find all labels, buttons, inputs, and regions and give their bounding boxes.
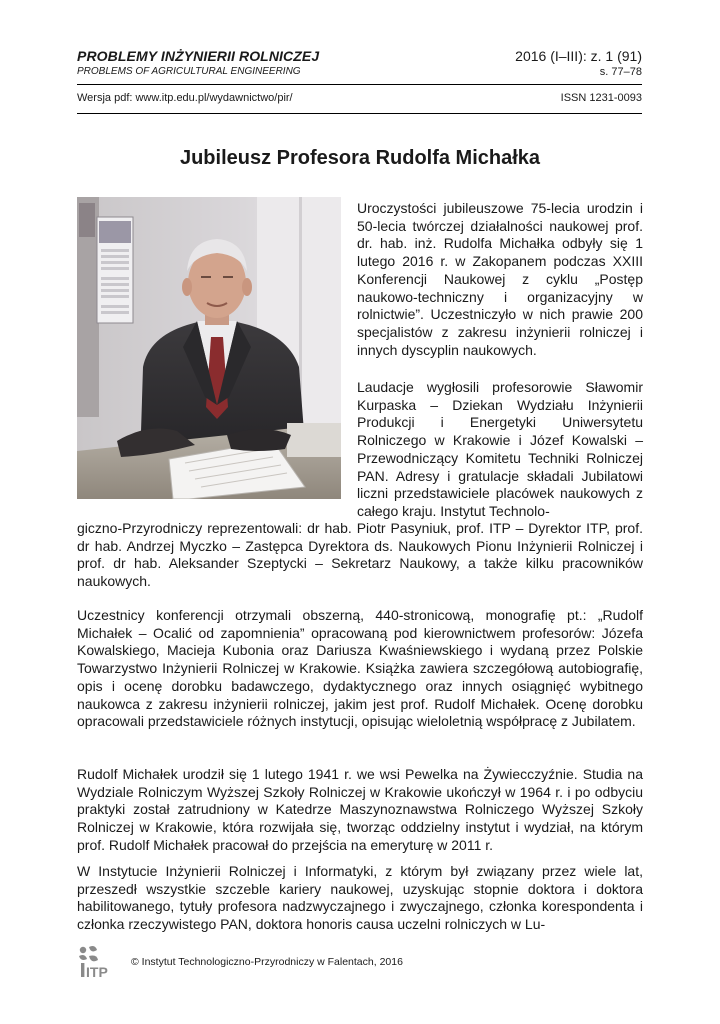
paragraph-intro: Uroczystości jubileuszowe 75-lecia urodzin i 50-lecia twórczej działalności naukowej prof. dr. hab. inż. Rudolfa Michałka odbyły się 1 lutego 2016 r. w Zakopanem podczas XXIII Konferencji Naukowej z cyklu „Postęp naukowo-techniczny i organizacyjny w rolnictwie”. Uczestniczyło w nich prawie 200 specjalistów z zakresu inżynierii rolniczej i innych dyscyplin naukowych. xyxy=(357,200,643,358)
paragraph-career: W Instytucie Inżynierii Rolniczej i Informatyki, z którym był związany przez wiele lat, przeszedł wszystkie szczeble kariery naukowej, uzyskując stopnie doktora i doktora habilitowanego, tytuły profesora nadzwyczajnego i zwyczajnego, członka korespondenta i członka rzeczywistego PAN, doktora honoris causa uczelni rolniczych w Lu- xyxy=(77,863,643,933)
journal-title-english: PROBLEMS OF AGRICULTURAL ENGINEERING xyxy=(77,66,301,77)
header-divider-bottom xyxy=(77,113,642,114)
paragraph-laudations-continued: giczno-Przyrodniczy reprezentowali: dr hab. Piotr Pasyniuk, prof. ITP – Dyrektor ITP, prof. dr hab. Andrzej Myczko – Zastępca Dyrektora ds. Naukowych Pionu Inżynierii Rolniczej i prof. dr hab. Aleksander Szeptycki – Sekretarz Naukowy, a także kilku pracowników naukowych. xyxy=(77,520,643,590)
portrait-photo xyxy=(77,197,341,499)
page-range: s. 77–78 xyxy=(599,66,642,78)
copyright-notice: © Instytut Technologiczno-Przyrodniczy w Falentach, 2016 xyxy=(131,956,403,968)
issn: ISSN 1231-0093 xyxy=(560,92,642,104)
itp-logo-text: ITP xyxy=(86,964,108,980)
issue-info xyxy=(515,48,642,78)
journal-header xyxy=(77,48,319,77)
paragraph-monograph: Uczestnicy konferencji otrzymali obszerną, 440-stronicową, monografię pt.: „Rudolf Michałek – Ocalić od zapomnienia” opracowaną pod kierownictwem profesorów: Józefa Kowalskiego, Macieja Kubonia oraz Dariusza Kwaśniewskiego i wydaną przez Polskie Towarzystwo Inżynierii Rolniczej w Krakowie. Książka zawiera szczegółową autobiografię, opis i ocenę dorobku badawczego, dydaktycznego oraz innych osiągnięć wybitnego naukowca z zakresu inżynierii rolniczej, jakim jest prof. Rudolf Michałek. Ocenę dorobku opracowali przedstawiciele różnych instytucji, opisując wieloletnią współpracę z Jubilatem. xyxy=(77,607,643,730)
pdf-version-link[interactable]: Wersja pdf: www.itp.edu.pl/wydawnictwo/pir/ xyxy=(77,92,293,104)
header-divider xyxy=(77,84,642,85)
page-footer xyxy=(77,944,643,980)
article-title: Jubileusz Profesora Rudolfa Michałka xyxy=(179,147,541,169)
journal-title: PROBLEMY INŻYNIERII ROLNICZEJ xyxy=(77,48,320,64)
itp-logo xyxy=(77,944,121,980)
paragraph-biography: Rudolf Michałek urodził się 1 lutego 1941 r. we wsi Pewelka na Żywiecczyźnie. Studia na Wydziale Rolniczym Wyższej Szkoły Rolniczej w Krakowie ukończył w 1964 r. i po odbyciu praktyki został zatrudniony w Katedrze Maszynoznawstwa Rolniczego Wyższej Szkoły Rolniczej w Krakowie, która rozwijała się, tworząc oddzielny instytut i wydział, na którym prof. Rudolf Michałek pracował do przejścia na emeryturę w 2011 r. xyxy=(77,766,643,853)
issue-number: 2016 (I–III): z. 1 (91) xyxy=(515,48,642,64)
paragraph-laudations: Laudacje wygłosili profesorowie Sławomir Kurpaska – Dziekan Wydziału Inżynierii Produkcji i Energetyki Uniwersytetu Rolniczego w Krakowie i Józef Kowalski – Przewodniczący Komitetu Techniki Rolniczej PAN. Adresy i gratulacje składali Jubilatowi liczni przedstawiciele placówek naukowych z całego kraju. Instytut Technolo- xyxy=(357,379,643,519)
